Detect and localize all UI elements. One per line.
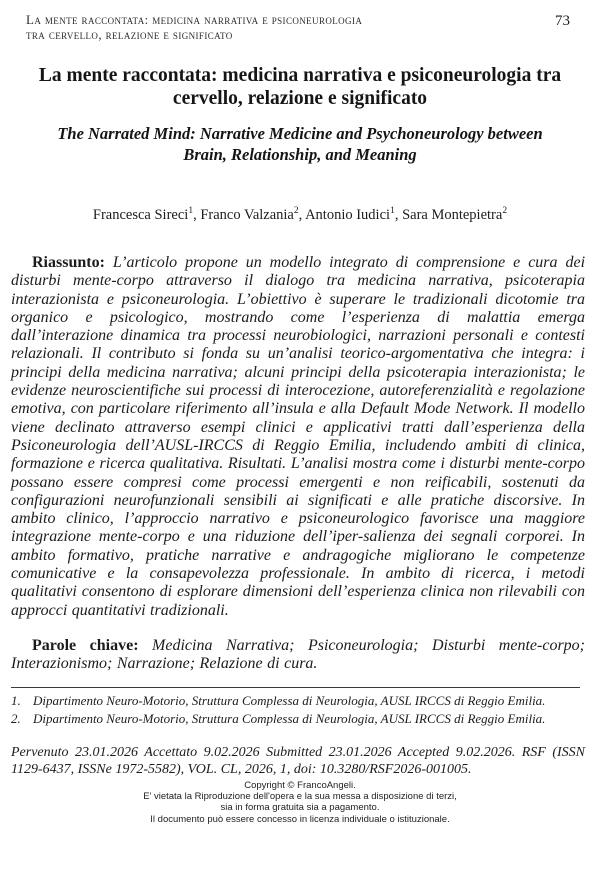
abstract-paragraph: [11, 254, 585, 620]
running-head-line1: La mente raccontata: medicina narrativa e psiconeurologia: [26, 12, 363, 27]
colophon-line: E' vietata la Riproduzione dell'opera e la sua messa a disposizione di terzi,: [143, 790, 457, 802]
colophon-line: sia in forma gratuita sia a pagamento.: [220, 802, 380, 814]
author-name: Francesca Sireci: [92, 207, 189, 223]
footnotes-section: [11, 693, 585, 727]
footnote-number: 2.: [11, 710, 21, 726]
author: [200, 207, 305, 223]
author-name: Sara Montepietra: [402, 207, 503, 223]
footnote-number: 1.: [11, 692, 21, 708]
footnote-text: Dipartimento Neuro-Motorio, Struttura Complessa di Neurologia, AUSL IRCCS di Reggio Emilia.: [33, 692, 546, 708]
footnote-item: [11, 693, 585, 708]
author-name: Antonio Iudici: [305, 207, 391, 223]
article-title-italian: La mente raccontata: medicina narrativa e psiconeurologia tra cervello, relazione e significato: [38, 65, 562, 109]
page-number: 73: [555, 13, 570, 29]
submission-info: Pervenuto 23.01.2026 Accettato 9.02.2026 Submitted 23.01.2026 Accepted 9.02.2026. RSF (ISSN 1129-6437, ISSNe 1972-5582), VOL. CL, 2026, 1, doi: 10.3280/RSF2026-001005.: [11, 745, 585, 777]
publisher-colophon: [0, 780, 600, 826]
colophon-line: Il documento può essere concesso in licenza individuale o istituzionale.: [150, 813, 450, 825]
footnote-separator-rule: [11, 687, 580, 688]
author-separator: ,: [394, 207, 403, 223]
author-separator: ,: [298, 207, 306, 223]
author-affiliation-ref: 1: [188, 206, 194, 217]
authors-line: [0, 207, 600, 224]
author-affiliation-ref: 2: [502, 206, 508, 217]
running-head: [0, 0, 600, 42]
keywords-label: Parole chiave:: [32, 636, 139, 654]
author: [402, 207, 507, 223]
keywords-paragraph: [11, 637, 585, 674]
copyright-line: Copyright © FrancoAngeli.: [244, 779, 356, 791]
author-separator: ,: [193, 207, 201, 223]
running-head-title: [26, 12, 362, 42]
running-head-line2: tra cervello, relazione e significato: [26, 27, 233, 42]
author-affiliation-ref: 1: [390, 206, 395, 217]
article-title-english: The Narrated Mind: Narrative Medicine and Psychoneurology between Brain, Relationship, and Meaning: [57, 124, 543, 164]
keywords-text: Medicina Narrativa; Psiconeurologia; Disturbi mente-corpo; Interazionismo; Narrazione; Relazione di cura.: [11, 636, 585, 673]
abstract-text: L’articolo propone un modello integrato di comprensione e cura dei disturbi mente-corpo attraverso il dialogo tra medicina narrativa, psicoterapia interazionista e psiconeurologia. L’obiettivo è superare le tradizionali dicotomie tra organico e psicologico, mostrando come l’esperienza di malattia emerga dall’interazione dinamica tra processi neurobiologici, narrazioni personali e contesti relazionali. Il contributo si fonda su un’analisi teorico-argomentativa che integra: i principi della medicina narrativa; alcuni principi della psicoterapia interazionista; le evidenze neuroscientifiche sui processi di interocezione, autoreferenzialità e regolazione emotiva, con particolare riferimento all’insula e alla Default Mode Network. Il modello viene declinato attraverso esempi clinici e applicativi tratti dall’esperienza della Psiconeurologia dell’AUSL-IRCCS di Reggio Emilia, includendo ambiti di clinica, formazione e ricerca qualitativa. Risultati. L’analisi mostra come i disturbi mente-corpo possano essere compresi come processi emergenti e non reificabili, sostenuti da configurazioni neurofunzionali sensibili ai significati e alle pratiche discorsive. In ambito clinico, l’approccio narrativo e psiconeurologico favorisce una maggiore integrazione mente-corpo e una riduzione dell’iper-salienza dei segnali corporei. In ambito formativo, pratiche narrative e andragogiche migliorano le competenze comunicative e la consapevolezza professionale. In ambito di ricerca, i metodi qualitativi consentono di esplorare dimensioni dell’esperienza clinica non rilevabili con approcci quantitativi tradizionali.: [11, 254, 586, 619]
author: [305, 207, 402, 223]
author-name: Franco Valzania: [200, 207, 294, 223]
author: [93, 207, 200, 223]
abstract-label: Riassunto:: [32, 254, 105, 271]
footnote-item: [11, 711, 585, 726]
footnote-text: Dipartimento Neuro-Motorio, Struttura Complessa di Neurologia, AUSL IRCCS di Reggio Emilia.: [33, 710, 546, 726]
author-affiliation-ref: 2: [293, 206, 299, 217]
